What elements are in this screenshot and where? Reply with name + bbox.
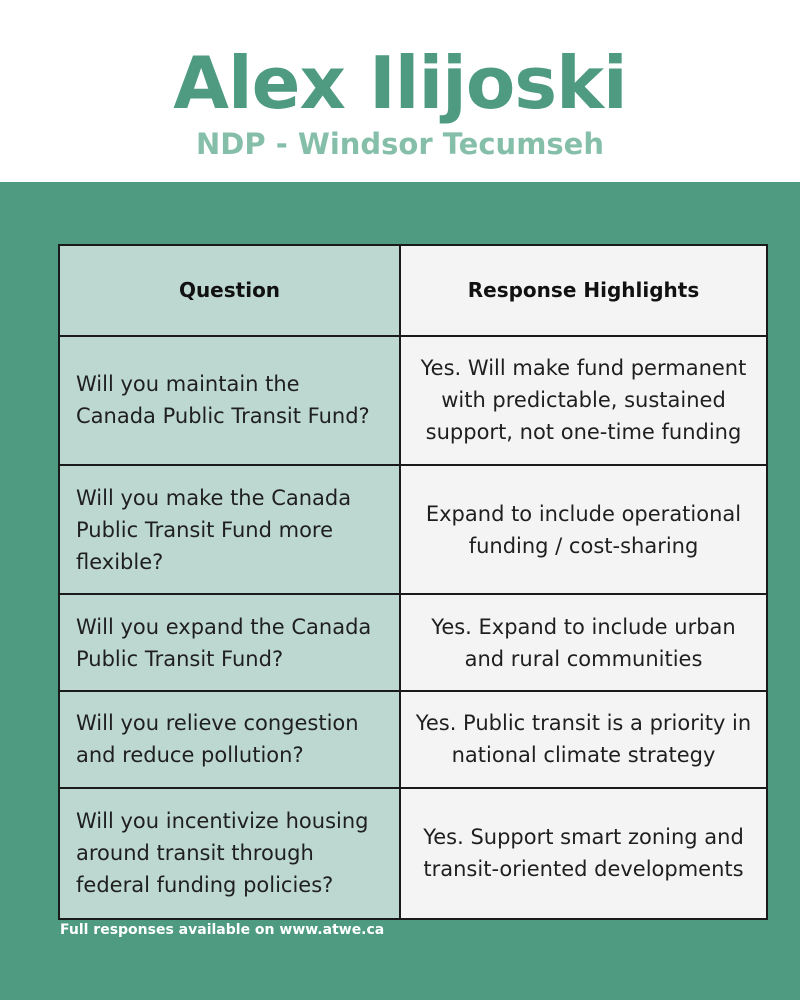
question-cell: Will you expand the Canada Public Transit Fund? bbox=[59, 594, 400, 691]
response-cell: Yes. Public transit is a priority in national climate strategy bbox=[400, 691, 767, 788]
table-header-row bbox=[59, 245, 767, 336]
response-cell: Yes. Will make fund permanent with predictable, sustained support, not one-time funding bbox=[400, 336, 767, 465]
table-row bbox=[59, 788, 767, 919]
response-cell: Expand to include operational funding / cost-sharing bbox=[400, 465, 767, 594]
question-cell: Will you make the Canada Public Transit Fund more flexible? bbox=[59, 465, 400, 594]
qa-table bbox=[58, 244, 768, 920]
header bbox=[0, 0, 800, 182]
party-riding: NDP - Windsor Tecumseh bbox=[196, 127, 604, 161]
question-cell: Will you incentivize housing around transit through federal funding policies? bbox=[59, 788, 400, 919]
question-cell: Will you relieve congestion and reduce pollution? bbox=[59, 691, 400, 788]
candidate-name: Alex Ilijoski bbox=[173, 41, 627, 125]
table-row bbox=[59, 465, 767, 594]
response-cell: Yes. Expand to include urban and rural communities bbox=[400, 594, 767, 691]
footer-note: Full responses available on www.atwe.ca bbox=[60, 922, 385, 938]
response-cell: Yes. Support smart zoning and transit-oriented developments bbox=[400, 788, 767, 919]
question-cell: Will you maintain the Canada Public Transit Fund? bbox=[59, 336, 400, 465]
column-header-response: Response Highlights bbox=[400, 245, 767, 336]
table-row bbox=[59, 691, 767, 788]
column-header-question: Question bbox=[59, 245, 400, 336]
table-row bbox=[59, 594, 767, 691]
table-row bbox=[59, 336, 767, 465]
